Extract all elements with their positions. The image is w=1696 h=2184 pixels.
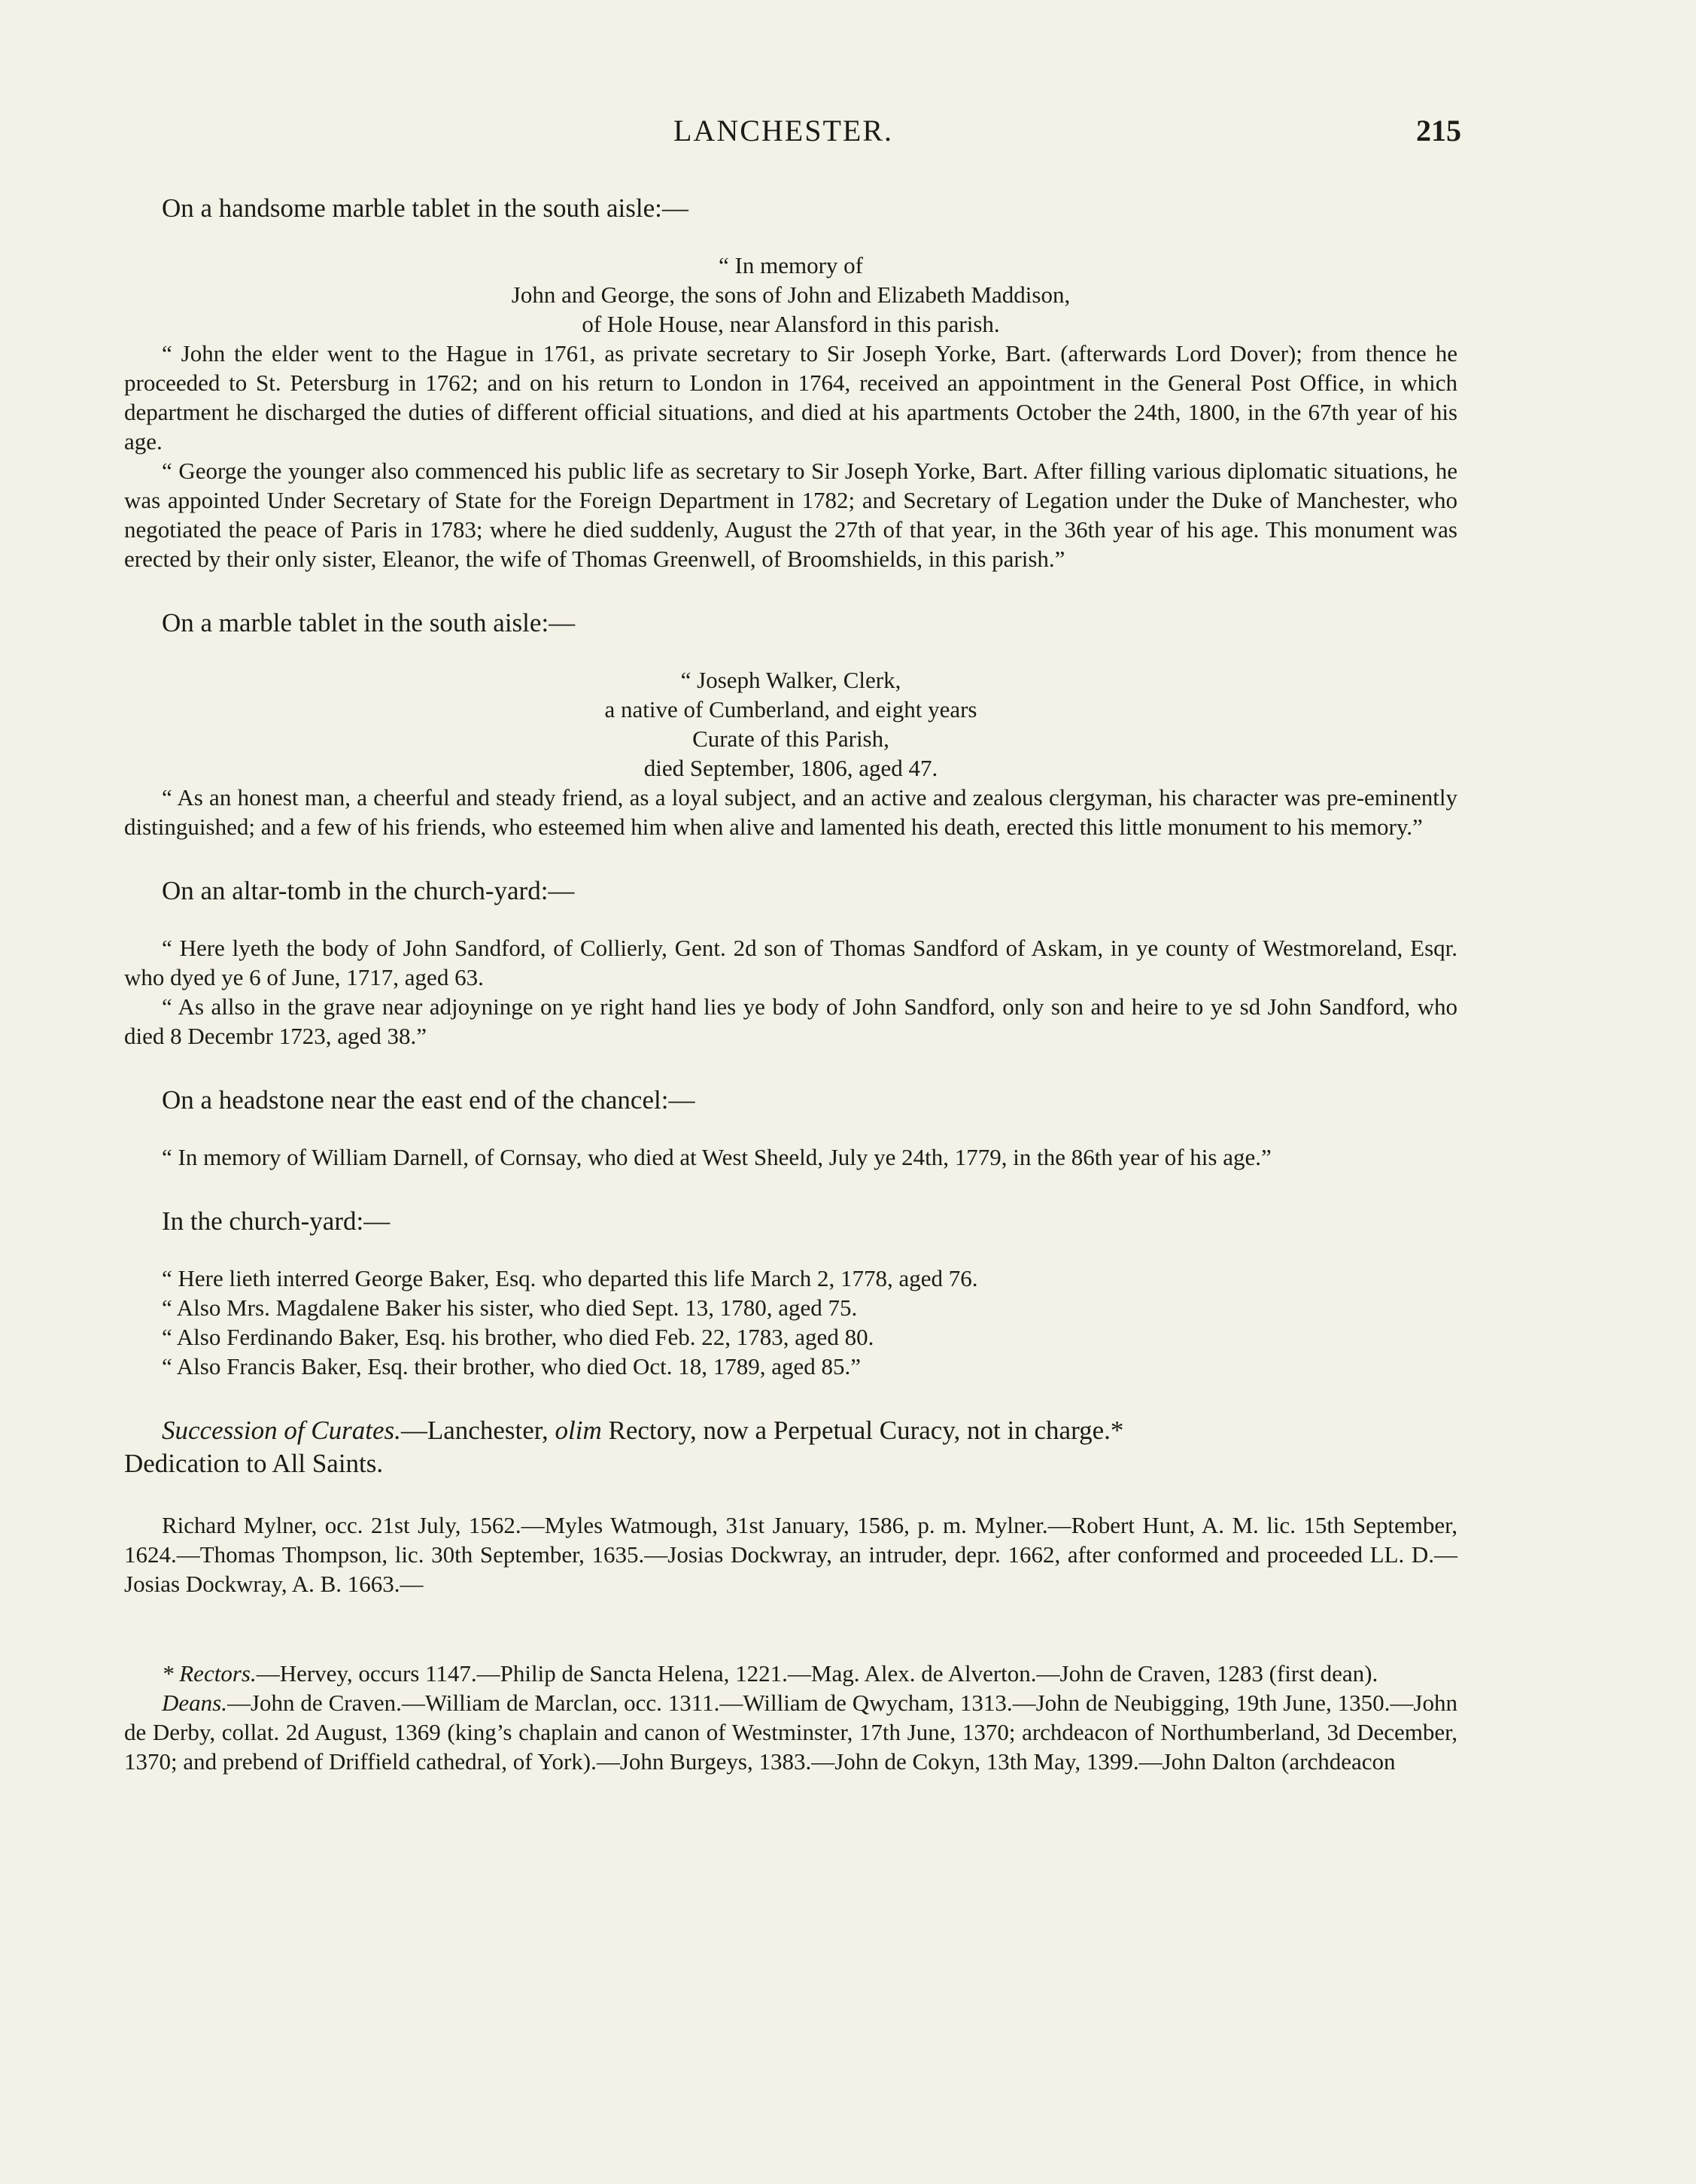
curates-section bbox=[124, 1414, 1457, 1598]
section-heading: On a marble tablet in the south aisle:— bbox=[162, 608, 576, 637]
inscription-line: Curate of this Parish, bbox=[692, 725, 889, 752]
inscription-line: of Hole House, near Alansford in this parish. bbox=[582, 311, 1000, 337]
footnote-rectors bbox=[124, 1659, 1457, 1688]
inscription-paragraph: “ Here lyeth the body of John Sandford, of Collierly, Gent. 2d son of Thomas Sandford of Askam, in ye county of Westmoreland, Esqr. who dyed ye 6 of June, 1717, aged 63. bbox=[124, 935, 1457, 990]
footnote-deans-text: —John de Craven.—William de Marclan, occ. 1311.—William de Qwycham, 1313.—John de Neubigging, 19th June, 1350.—John de Derby, collat. 2d August, 1369 (king’s chaplain and canon of Westminster, 17th June, 1370; archdeacon of Northumberland, 3d December, 1370; and prebend of Driffield cathedral, of York).—John Burgeys, 1383.—John de Cokyn, 13th May, 1399.—John Dalton (archdeacon bbox=[124, 1690, 1457, 1775]
curates-heading-text-2: Rectory, now a Perpetual Curacy, not in charge.* bbox=[601, 1416, 1124, 1445]
inscription-darnell bbox=[124, 1084, 1457, 1172]
footnote-rectors-text: —Hervey, occurs 1147.—Philip de Sancta Helena, 1221.—Mag. Alex. de Alverton.—John de Craven, 1283 (first dean). bbox=[256, 1660, 1378, 1687]
section-heading: On a headstone near the east end of the chancel:— bbox=[162, 1085, 695, 1115]
curates-heading bbox=[124, 1414, 1457, 1447]
inscription-paragraph: “ Also Francis Baker, Esq. their brother, who died Oct. 18, 1789, aged 85.” bbox=[162, 1353, 862, 1379]
inscription-line: died September, 1806, aged 47. bbox=[643, 755, 938, 781]
inscription-paragraph: “ John the elder went to the Hague in 1761, as private secretary to Sir Joseph Yorke, Bart. (afterwards Lord Dover); from thence he proceeded to St. Petersburg in 1762; and on his return to London in 1764, received an appointment in the General Post Office, in which department he discharged the duties of different official situations, and died at his apartments October the 24th, 1800, in the 67th year of his age. bbox=[124, 340, 1457, 455]
curates-heading-text: —Lanchester, bbox=[400, 1416, 555, 1445]
page-number: 215 bbox=[1416, 114, 1461, 148]
inscription-paragraph: “ George the younger also commenced his public life as secretary to Sir Joseph Yorke, Bart. After filling various diplomatic situations, he was appointed Under Secretary of State for the Foreign Department in 1782; and Secretary of Legation under the Duke of Manchester, who negotiated the peace of Paris in 1783; where he died suddenly, August the 27th of that year, in the 36th year of his age. This monument was erected by their only sister, Eleanor, the wife of Thomas Greenwell, of Broomshields, in this parish.” bbox=[124, 458, 1457, 572]
footnote-rectors-label: * Rectors. bbox=[162, 1660, 257, 1687]
inscription-paragraph: “ As an honest man, a cheerful and steady friend, as a loyal subject, and an active and zealous clergyman, his character was pre-eminently distinguished; and a few of his friends, who esteemed him when alive and lamented his death, erected this little monument to his memory.” bbox=[124, 784, 1457, 840]
inscription-line: “ In memory of bbox=[719, 252, 863, 278]
curates-list: Richard Mylner, occ. 21st July, 1562.—Myles Watmough, 31st January, 1586, p. m. Mylner.—Robert Hunt, A. M. lic. 15th September, 1624.—Thomas Thompson, lic. 30th September, 1635.—Josias Dockwray, an intruder, depr. 1662, after conformed and proceeded LL. D.—Josias Dockwray, A. B. 1663.— bbox=[124, 1512, 1457, 1597]
footnotes bbox=[124, 1659, 1457, 1776]
dedication: Dedication to All Saints. bbox=[124, 1449, 384, 1478]
inscription-line: a native of Cumberland, and eight years bbox=[604, 696, 977, 722]
inscription-line: John and George, the sons of John and Elizabeth Maddison, bbox=[511, 281, 1071, 308]
curates-heading-italic: Succession of Curates. bbox=[162, 1416, 401, 1445]
inscription-maddison bbox=[124, 192, 1457, 573]
inscription-paragraph: “ Here lieth interred George Baker, Esq. who departed this life March 2, 1778, aged 76. bbox=[162, 1265, 978, 1291]
section-heading: On an altar-tomb in the church-yard:— bbox=[162, 876, 575, 905]
inscription-baker bbox=[124, 1205, 1457, 1381]
curates-olim: olim bbox=[555, 1416, 602, 1445]
footnote-deans bbox=[124, 1688, 1457, 1776]
inscription-walker bbox=[124, 607, 1457, 841]
section-heading: In the church-yard:— bbox=[162, 1206, 391, 1236]
inscription-paragraph: “ Also Mrs. Magdalene Baker his sister, who died Sept. 13, 1780, aged 75. bbox=[162, 1294, 858, 1321]
inscription-paragraph: “ In memory of William Darnell, of Cornsay, who died at West Sheeld, July ye 24th, 1779, in the 86th year of his age.” bbox=[162, 1144, 1272, 1170]
footnote-deans-label: Deans. bbox=[162, 1690, 227, 1716]
inscription-line: “ Joseph Walker, Clerk, bbox=[680, 667, 901, 693]
page-header bbox=[0, 113, 1696, 166]
inscription-sandford bbox=[124, 875, 1457, 1051]
section-heading: On a handsome marble tablet in the south aisle:— bbox=[162, 193, 688, 223]
inscription-paragraph: “ Also Ferdinando Baker, Esq. his brother, who died Feb. 22, 1783, aged 80. bbox=[162, 1324, 874, 1350]
inscription-paragraph: “ As allso in the grave near adjoyninge on ye right hand lies ye body of John Sandford, only son and heire to ye sd John Sandford, who died 8 Decembr 1723, aged 38.” bbox=[124, 993, 1457, 1049]
running-title: LANCHESTER. bbox=[673, 114, 893, 148]
page-body bbox=[124, 192, 1457, 1776]
